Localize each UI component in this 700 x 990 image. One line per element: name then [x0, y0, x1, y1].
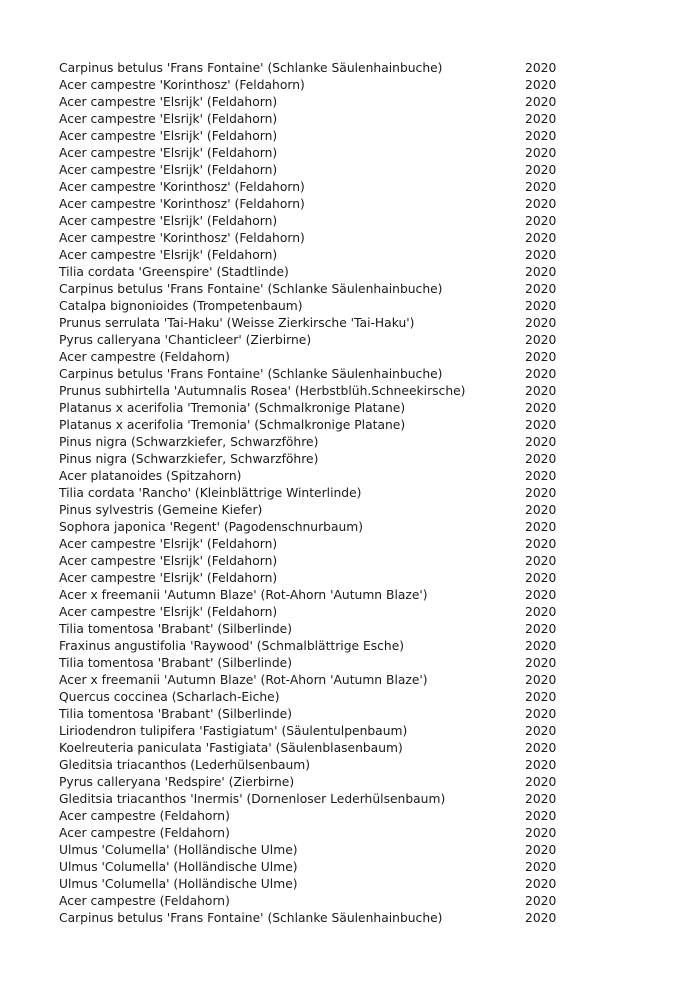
plant-year: 2020 — [525, 469, 557, 483]
table-row-inner — [59, 774, 690, 791]
table-row-inner — [59, 536, 690, 553]
plant-year: 2020 — [525, 248, 557, 262]
plant-name: Acer platanoides (Spitzahorn) — [59, 469, 242, 483]
plant-name: Acer campestre (Feldahorn) — [59, 809, 230, 823]
table-row — [0, 145, 700, 162]
table-row — [0, 502, 700, 519]
plant-year: 2020 — [525, 418, 557, 432]
plant-year: 2020 — [525, 809, 557, 823]
table-row — [0, 706, 700, 723]
plant-name: Acer campestre 'Korinthosz' (Feldahorn) — [59, 197, 305, 211]
table-row — [0, 196, 700, 213]
table-row-inner — [59, 468, 690, 485]
table-row — [0, 94, 700, 111]
table-row — [0, 519, 700, 536]
table-row — [0, 111, 700, 128]
plant-name: Acer campestre (Feldahorn) — [59, 350, 230, 364]
plant-year: 2020 — [525, 299, 557, 313]
table-row-inner — [59, 808, 690, 825]
plant-name: Pyrus calleryana 'Chanticleer' (Zierbirne) — [59, 333, 312, 347]
table-row-inner — [59, 77, 690, 94]
table-row-inner — [59, 349, 690, 366]
plant-name: Carpinus betulus 'Frans Fontaine' (Schlanke Säulenhainbuche) — [59, 282, 443, 296]
plant-name: Tilia cordata 'Rancho' (Kleinblättrige Winterlinde) — [59, 486, 362, 500]
table-row-inner — [59, 213, 690, 230]
table-row — [0, 689, 700, 706]
table-row-inner — [59, 400, 690, 417]
table-row — [0, 485, 700, 502]
plant-name: Carpinus betulus 'Frans Fontaine' (Schlanke Säulenhainbuche) — [59, 367, 443, 381]
plant-name: Fraxinus angustifolia 'Raywood' (Schmalblättrige Esche) — [59, 639, 405, 653]
plant-name: Platanus x acerifolia 'Tremonia' (Schmalkronige Platane) — [59, 418, 406, 432]
table-row-inner — [59, 247, 690, 264]
table-row — [0, 859, 700, 876]
table-row — [0, 723, 700, 740]
table-row — [0, 366, 700, 383]
plant-name: Carpinus betulus 'Frans Fontaine' (Schlanke Säulenhainbuche) — [59, 61, 443, 75]
table-row-inner — [59, 519, 690, 536]
table-row-inner — [59, 179, 690, 196]
plant-year: 2020 — [525, 163, 557, 177]
plant-year: 2020 — [525, 826, 557, 840]
table-row-inner — [59, 196, 690, 213]
plant-name: Prunus subhirtella 'Autumnalis Rosea' (Herbstblüh.Schneekirsche) — [59, 384, 466, 398]
table-row-inner — [59, 94, 690, 111]
plant-name: Pinus nigra (Schwarzkiefer, Schwarzföhre) — [59, 452, 319, 466]
table-row-inner — [59, 893, 690, 910]
plant-year: 2020 — [525, 316, 557, 330]
plant-name: Sophora japonica 'Regent' (Pagodenschnurbaum) — [59, 520, 364, 534]
table-row — [0, 638, 700, 655]
table-row-inner — [59, 638, 690, 655]
plant-year: 2020 — [525, 367, 557, 381]
plant-year: 2020 — [525, 741, 557, 755]
plant-name: Acer campestre 'Elsrijk' (Feldahorn) — [59, 571, 278, 585]
table-row-inner — [59, 621, 690, 638]
table-row — [0, 672, 700, 689]
plant-name: Prunus serrulata 'Tai-Haku' (Weisse Zierkirsche 'Tai-Haku') — [59, 316, 415, 330]
table-row — [0, 77, 700, 94]
plant-year: 2020 — [525, 775, 557, 789]
table-row — [0, 298, 700, 315]
table-row — [0, 774, 700, 791]
plant-year: 2020 — [525, 486, 557, 500]
table-row-inner — [59, 111, 690, 128]
table-row — [0, 400, 700, 417]
plant-year: 2020 — [525, 282, 557, 296]
plant-year: 2020 — [525, 639, 557, 653]
table-row-inner — [59, 791, 690, 808]
plant-year: 2020 — [525, 588, 557, 602]
plant-name: Tilia tomentosa 'Brabant' (Silberlinde) — [59, 656, 293, 670]
plant-name: Acer campestre 'Elsrijk' (Feldahorn) — [59, 112, 278, 126]
plant-name: Platanus x acerifolia 'Tremonia' (Schmalkronige Platane) — [59, 401, 406, 415]
plant-name: Quercus coccinea (Scharlach-Eiche) — [59, 690, 280, 704]
table-row-inner — [59, 230, 690, 247]
table-row — [0, 825, 700, 842]
table-row — [0, 434, 700, 451]
plant-name: Acer campestre 'Elsrijk' (Feldahorn) — [59, 95, 278, 109]
plant-name: Pyrus calleryana 'Redspire' (Zierbirne) — [59, 775, 295, 789]
table-row — [0, 128, 700, 145]
plant-year: 2020 — [525, 673, 557, 687]
table-row-inner — [59, 332, 690, 349]
table-row — [0, 213, 700, 230]
table-row-inner — [59, 876, 690, 893]
plant-name: Acer campestre 'Elsrijk' (Feldahorn) — [59, 554, 278, 568]
plant-year: 2020 — [525, 129, 557, 143]
plant-year: 2020 — [525, 707, 557, 721]
plant-year: 2020 — [525, 894, 557, 908]
table-row-inner — [59, 740, 690, 757]
plant-year: 2020 — [525, 197, 557, 211]
plant-name: Gleditsia triacanthos (Lederhülsenbaum) — [59, 758, 311, 772]
table-row — [0, 587, 700, 604]
table-row — [0, 451, 700, 468]
plant-name: Ulmus 'Columella' (Holländische Ulme) — [59, 877, 298, 891]
table-row-inner — [59, 298, 690, 315]
plant-name: Acer campestre 'Elsrijk' (Feldahorn) — [59, 537, 278, 551]
plant-year: 2020 — [525, 758, 557, 772]
table-row-inner — [59, 485, 690, 502]
table-row-inner — [59, 60, 690, 77]
table-row-inner — [59, 281, 690, 298]
table-row — [0, 60, 700, 77]
plant-name: Acer campestre 'Elsrijk' (Feldahorn) — [59, 129, 278, 143]
plant-year: 2020 — [525, 571, 557, 585]
plant-year: 2020 — [525, 860, 557, 874]
table-row-inner — [59, 366, 690, 383]
plant-year: 2020 — [525, 333, 557, 347]
table-row-inner — [59, 128, 690, 145]
plant-year: 2020 — [525, 231, 557, 245]
plant-name: Acer campestre 'Elsrijk' (Feldahorn) — [59, 146, 278, 160]
table-row-inner — [59, 706, 690, 723]
table-row-inner — [59, 553, 690, 570]
plant-name: Carpinus betulus 'Frans Fontaine' (Schlanke Säulenhainbuche) — [59, 911, 443, 925]
table-row — [0, 876, 700, 893]
plant-year: 2020 — [525, 554, 557, 568]
plant-year: 2020 — [525, 520, 557, 534]
table-row-inner — [59, 162, 690, 179]
plant-name: Acer campestre 'Elsrijk' (Feldahorn) — [59, 214, 278, 228]
table-row — [0, 621, 700, 638]
plant-name: Acer campestre 'Elsrijk' (Feldahorn) — [59, 248, 278, 262]
plant-year: 2020 — [525, 690, 557, 704]
plant-name: Koelreuteria paniculata 'Fastigiata' (Säulenblasenbaum) — [59, 741, 403, 755]
table-row — [0, 315, 700, 332]
table-row-inner — [59, 842, 690, 859]
plant-name: Acer campestre 'Korinthosz' (Feldahorn) — [59, 180, 305, 194]
plant-year: 2020 — [525, 95, 557, 109]
plant-name: Liriodendron tulipifera 'Fastigiatum' (Säulentulpenbaum) — [59, 724, 408, 738]
table-row-inner — [59, 315, 690, 332]
table-row — [0, 281, 700, 298]
table-row — [0, 842, 700, 859]
table-row — [0, 162, 700, 179]
table-row-inner — [59, 434, 690, 451]
table-row-inner — [59, 757, 690, 774]
table-row — [0, 230, 700, 247]
plant-name: Acer campestre 'Korinthosz' (Feldahorn) — [59, 78, 305, 92]
plant-year: 2020 — [525, 724, 557, 738]
table-row-inner — [59, 570, 690, 587]
plant-year: 2020 — [525, 350, 557, 364]
plant-year: 2020 — [525, 911, 557, 925]
plant-year: 2020 — [525, 537, 557, 551]
table-row — [0, 383, 700, 400]
plant-name: Ulmus 'Columella' (Holländische Ulme) — [59, 860, 298, 874]
plant-name: Acer x freemanii 'Autumn Blaze' (Rot-Ahorn 'Autumn Blaze') — [59, 673, 428, 687]
table-row — [0, 757, 700, 774]
table-row-inner — [59, 859, 690, 876]
plant-name: Ulmus 'Columella' (Holländische Ulme) — [59, 843, 298, 857]
table-row — [0, 740, 700, 757]
table-row-inner — [59, 417, 690, 434]
table-row — [0, 910, 700, 927]
plant-name: Acer campestre 'Elsrijk' (Feldahorn) — [59, 163, 278, 177]
table-row-inner — [59, 825, 690, 842]
table-row-inner — [59, 502, 690, 519]
plant-name: Acer x freemanii 'Autumn Blaze' (Rot-Ahorn 'Autumn Blaze') — [59, 588, 428, 602]
table-row — [0, 604, 700, 621]
plant-list — [0, 60, 700, 927]
table-row — [0, 179, 700, 196]
table-row-inner — [59, 451, 690, 468]
table-row — [0, 808, 700, 825]
plant-name: Tilia tomentosa 'Brabant' (Silberlinde) — [59, 622, 293, 636]
plant-year: 2020 — [525, 792, 557, 806]
plant-year: 2020 — [525, 503, 557, 517]
plant-name: Tilia tomentosa 'Brabant' (Silberlinde) — [59, 707, 293, 721]
plant-name: Acer campestre 'Korinthosz' (Feldahorn) — [59, 231, 305, 245]
plant-year: 2020 — [525, 61, 557, 75]
table-row-inner — [59, 587, 690, 604]
table-row — [0, 264, 700, 281]
plant-year: 2020 — [525, 214, 557, 228]
plant-year: 2020 — [525, 452, 557, 466]
plant-name: Pinus sylvestris (Gemeine Kiefer) — [59, 503, 263, 517]
plant-name: Pinus nigra (Schwarzkiefer, Schwarzföhre) — [59, 435, 319, 449]
plant-year: 2020 — [525, 180, 557, 194]
table-row — [0, 570, 700, 587]
table-row — [0, 536, 700, 553]
plant-year: 2020 — [525, 384, 557, 398]
table-row — [0, 893, 700, 910]
plant-year: 2020 — [525, 877, 557, 891]
plant-year: 2020 — [525, 146, 557, 160]
table-row-inner — [59, 604, 690, 621]
plant-year: 2020 — [525, 78, 557, 92]
table-row-inner — [59, 145, 690, 162]
table-row — [0, 791, 700, 808]
table-row-inner — [59, 672, 690, 689]
table-row-inner — [59, 910, 690, 927]
table-row — [0, 417, 700, 434]
plant-year: 2020 — [525, 265, 557, 279]
table-row-inner — [59, 655, 690, 672]
plant-year: 2020 — [525, 656, 557, 670]
plant-year: 2020 — [525, 112, 557, 126]
table-row — [0, 655, 700, 672]
table-row-inner — [59, 383, 690, 400]
plant-year: 2020 — [525, 605, 557, 619]
plant-year: 2020 — [525, 622, 557, 636]
table-row — [0, 349, 700, 366]
plant-name: Tilia cordata 'Greenspire' (Stadtlinde) — [59, 265, 289, 279]
table-row — [0, 332, 700, 349]
table-row — [0, 468, 700, 485]
plant-name: Acer campestre (Feldahorn) — [59, 894, 230, 908]
table-row — [0, 553, 700, 570]
plant-name: Acer campestre (Feldahorn) — [59, 826, 230, 840]
table-row-inner — [59, 264, 690, 281]
plant-name: Gleditsia triacanthos 'Inermis' (Dornenloser Lederhülsenbaum) — [59, 792, 446, 806]
plant-year: 2020 — [525, 401, 557, 415]
plant-name: Catalpa bignonioides (Trompetenbaum) — [59, 299, 303, 313]
plant-year: 2020 — [525, 435, 557, 449]
plant-year: 2020 — [525, 843, 557, 857]
plant-name: Acer campestre 'Elsrijk' (Feldahorn) — [59, 605, 278, 619]
table-row — [0, 247, 700, 264]
table-row-inner — [59, 723, 690, 740]
table-row-inner — [59, 689, 690, 706]
